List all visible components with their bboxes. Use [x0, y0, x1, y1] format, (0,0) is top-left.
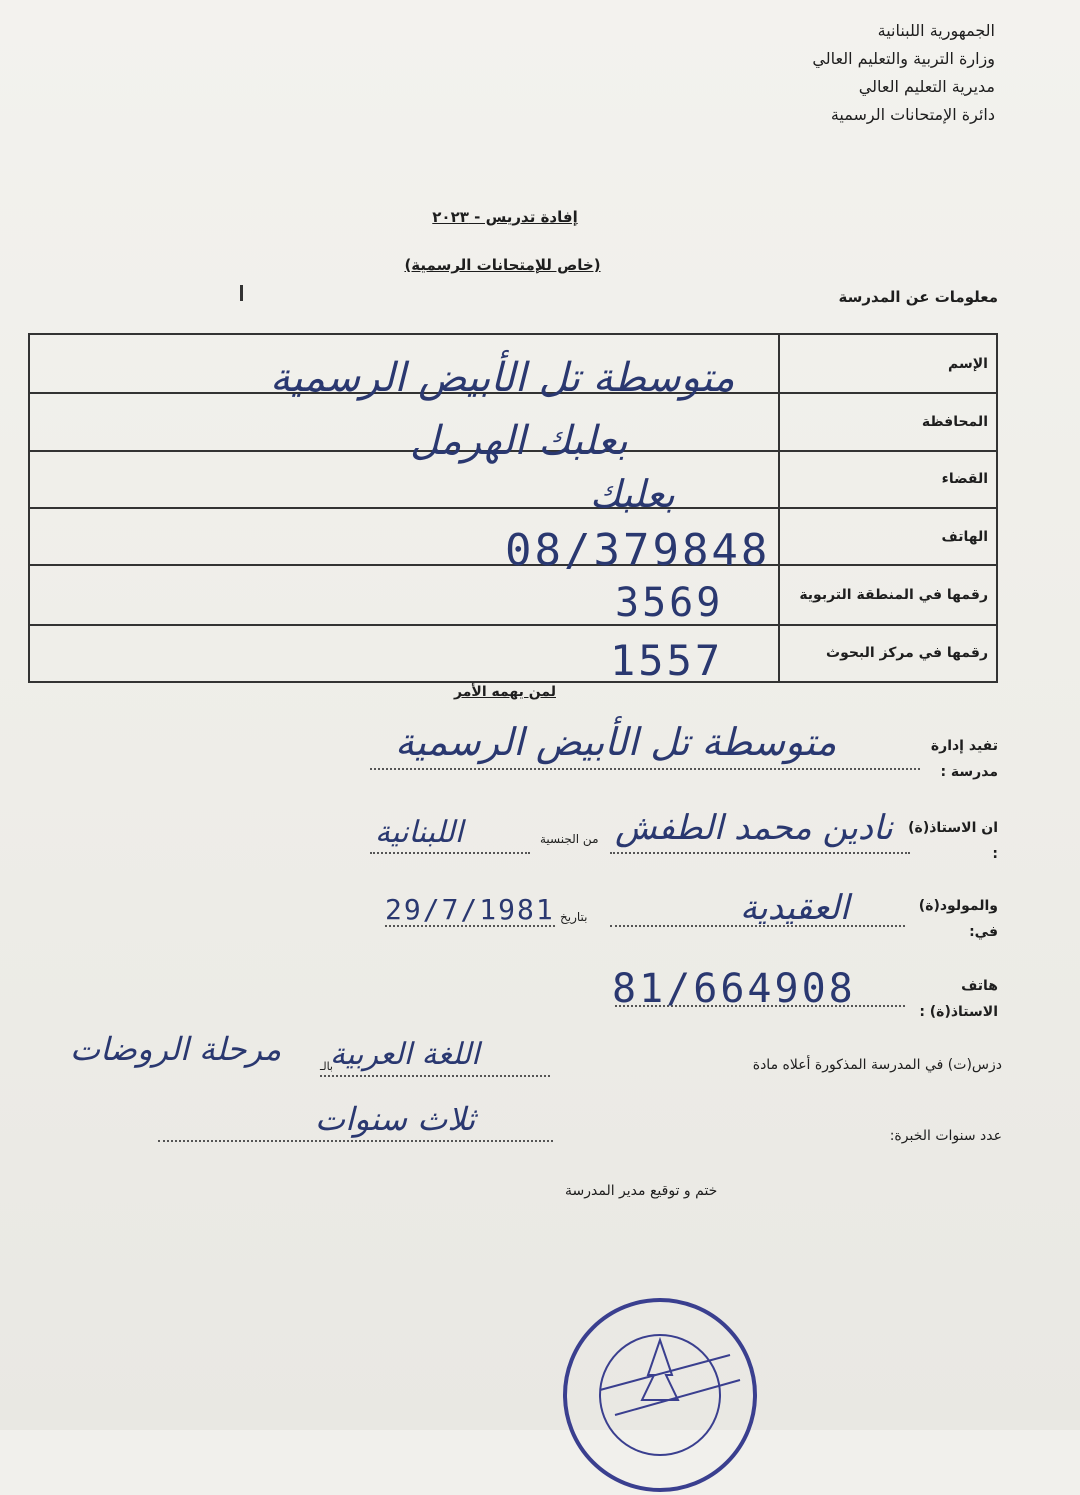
handwritten-governorate: بعلبك الهرمل [410, 418, 628, 464]
header-line-3: مديرية التعليم العالي [858, 77, 995, 96]
to-whom-heading: لمن يهمه الأمر [454, 684, 556, 700]
phone-label: هاتف الاستاذ(ة) : [919, 978, 998, 1020]
document-subtitle: (خاص للإمتحانات الرسمية) [404, 256, 601, 274]
experience-dotted-line [158, 1140, 553, 1142]
stamp-inner-ring [600, 1335, 720, 1455]
value-cell-governorate [29, 393, 779, 450]
label-edu-zone-number: رقمها في المنطقة التربوية [779, 565, 997, 624]
header-line-1: الجمهورية اللبنانية [877, 21, 995, 40]
header-line-2: وزارة التربية والتعليم العالي [812, 49, 995, 68]
experience-label: عدد سنوات الخبرة: [889, 1128, 1002, 1144]
handwritten-teacher-name: نادين محمد الطفش [615, 808, 893, 848]
handwritten-birthdate: 29/7/1981 [385, 893, 555, 926]
teacher-label: ان الاستاذ(ة) : [908, 820, 998, 862]
teacher-dotted-line [610, 852, 910, 854]
born-label: والمولود(ة) في: [918, 898, 998, 940]
handwritten-teacher-phone: 81/664908 [612, 966, 856, 1012]
stage-label: بالـ [320, 1060, 333, 1073]
handwritten-school-name: متوسطة تل الأبيض الرسمية [270, 355, 735, 401]
taught-label: دزس(ت) في المدرسة المذكورة أعلاه مادة [752, 1057, 1002, 1073]
nationality-label: من الجنسية [540, 832, 599, 846]
handwritten-edu-zone: 3569 [615, 580, 724, 626]
handwritten-birthplace: العقيدية [740, 888, 850, 928]
handwritten-nationality: اللبنانية [375, 815, 464, 850]
school-dotted-line [370, 768, 920, 770]
label-research-center-number: رقمها في مركز البحوث [779, 625, 997, 682]
handwritten-experience: ثلاث سنوات [315, 1100, 476, 1138]
handwritten-subject: اللغة العربية [330, 1037, 480, 1072]
header-line-4: دائرة الإمتحانات الرسمية [830, 105, 995, 124]
label-phone: الهاتف [779, 508, 997, 565]
handwritten-district: بعلبك [590, 472, 675, 516]
handwritten-stage: مرحلة الروضات [70, 1030, 282, 1068]
margin-mark [240, 285, 243, 301]
document-title: إفادة تدريس - ٢٠٢٣ [432, 208, 578, 226]
official-stamp [560, 1295, 760, 1495]
nationality-dotted-line [370, 852, 530, 854]
handwritten-phone: 08/379848 [505, 525, 771, 576]
handwritten-cert-school: متوسطة تل الأبيض الرسمية [395, 720, 837, 764]
label-name: الإسم [779, 334, 997, 393]
section-title: معلومات عن المدرسة [838, 288, 998, 306]
label-governorate: المحافظة [779, 393, 997, 450]
stamp-outer-ring [565, 1300, 755, 1490]
date-label: بتاريخ [560, 910, 588, 924]
subject-dotted-line [320, 1075, 550, 1077]
label-district: القضاء [779, 451, 997, 508]
school-label: تفيد إدارة مدرسة : [930, 738, 998, 780]
signature-label: ختم و توقيع مدير المدرسة [565, 1183, 718, 1199]
handwritten-research-number: 1557 [610, 636, 724, 685]
